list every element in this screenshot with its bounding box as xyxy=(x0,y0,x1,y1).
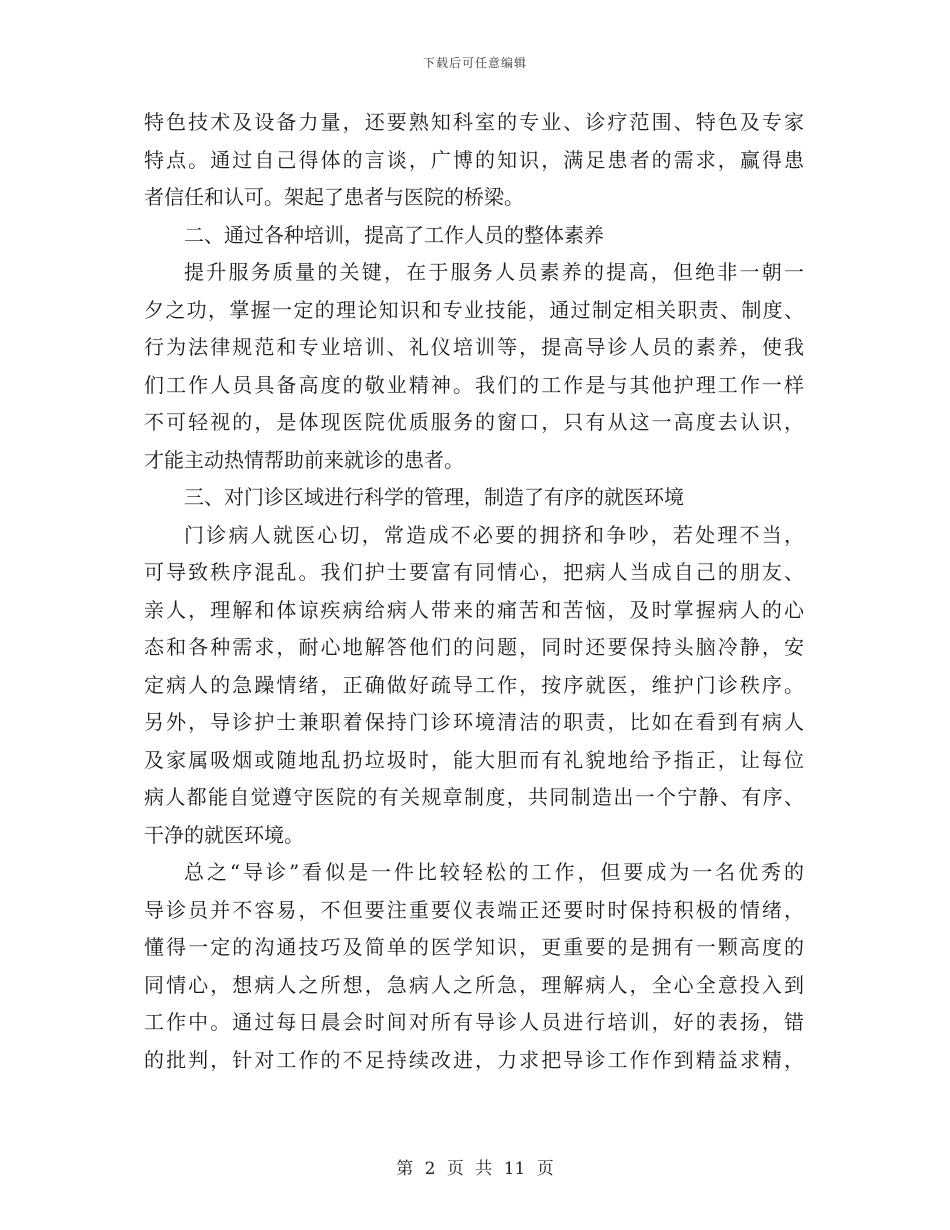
text-line: 行为法律规范和专业培训、礼仪培训等，提高导诊人员的素养，使我 xyxy=(144,335,804,359)
text-line: 同情心，想病人之所想，急病人之所急，理解病人，全心全意投入到 xyxy=(144,972,804,997)
text-line: 的批判，针对工作的不足持续改进，力求把导诊工作作到精益求精， xyxy=(144,1047,804,1072)
text-line: 及家属吸烟或随地乱扔垃圾时，能大胆而有礼貌地给予指正，让每位 xyxy=(144,747,804,772)
page-number-footer: 第 2 页 共 11 页 xyxy=(396,1159,554,1179)
text-line: 者信任和认可。架起了患者与医院的桥梁。 xyxy=(144,185,524,209)
text-line: 定病人的急躁情绪，正确做好疏导工作，按序就医，维护门诊秩序。 xyxy=(144,672,804,697)
text-line: 懂得一定的沟通技巧及简单的医学知识，更重要的是拥有一颗高度的 xyxy=(144,935,804,959)
text-line: 另外，导诊护士兼职着保持门诊环境清洁的职责，比如在看到有病人 xyxy=(144,710,804,734)
text-line: 亲人，理解和体谅疾病给病人带来的痛苦和苦恼，及时掌握病人的心 xyxy=(144,597,804,622)
text-line: 三、对门诊区域进行科学的管理，制造了有序的就医环境 xyxy=(184,485,684,509)
text-line: 提升服务质量的关键，在于服务人员素养的提高，但绝非一朝一 xyxy=(184,260,804,284)
text-line: 总之“导诊”看似是一件比较轻松的工作，但要成为一名优秀的 xyxy=(184,860,804,884)
page-header: 下载后可任意编辑 xyxy=(422,56,527,70)
text-line: 特色技术及设备力量，还要熟知科室的专业、诊疗范围、特色及专家 xyxy=(144,110,804,134)
document-body xyxy=(144,104,804,1079)
text-line: 们工作人员具备高度的敬业精神。我们的工作是与其他护理工作一样 xyxy=(144,372,804,397)
text-line: 态和各种需求，耐心地解答他们的问题，同时还要保持头脑冷静，安 xyxy=(144,635,804,659)
text-line: 二、通过各种培训，提高了工作人员的整体素养 xyxy=(184,222,604,247)
text-line: 导诊员并不容易，不但要注重要仪表端正还要时时保持积极的情绪， xyxy=(144,897,804,922)
text-line: 门诊病人就医心切，常造成不必要的拥挤和争吵，若处理不当， xyxy=(184,522,804,547)
text-line: 病人都能自觉遵守医院的有关规章制度，共同制造出一个宁静、有序、 xyxy=(144,785,804,809)
text-line: 可导致秩序混乱。我们护士要富有同情心，把病人当成自己的朋友、 xyxy=(144,560,804,584)
text-line: 干净的就医环境。 xyxy=(144,822,304,847)
text-line: 夕之功，掌握一定的理论知识和专业技能，通过制定相关职责、制度、 xyxy=(144,297,804,322)
text-line: 不可轻视的，是体现医院优质服务的窗口，只有从这一高度去认识， xyxy=(144,410,804,434)
text-line: 特点。通过自己得体的言谈，广博的知识，满足患者的需求，赢得患 xyxy=(144,147,804,172)
text-line: 工作中。通过每日晨会时间对所有导诊人员进行培训，好的表扬，错 xyxy=(144,1010,804,1034)
text-line: 才能主动热情帮助前来就诊的患者。 xyxy=(144,447,464,472)
